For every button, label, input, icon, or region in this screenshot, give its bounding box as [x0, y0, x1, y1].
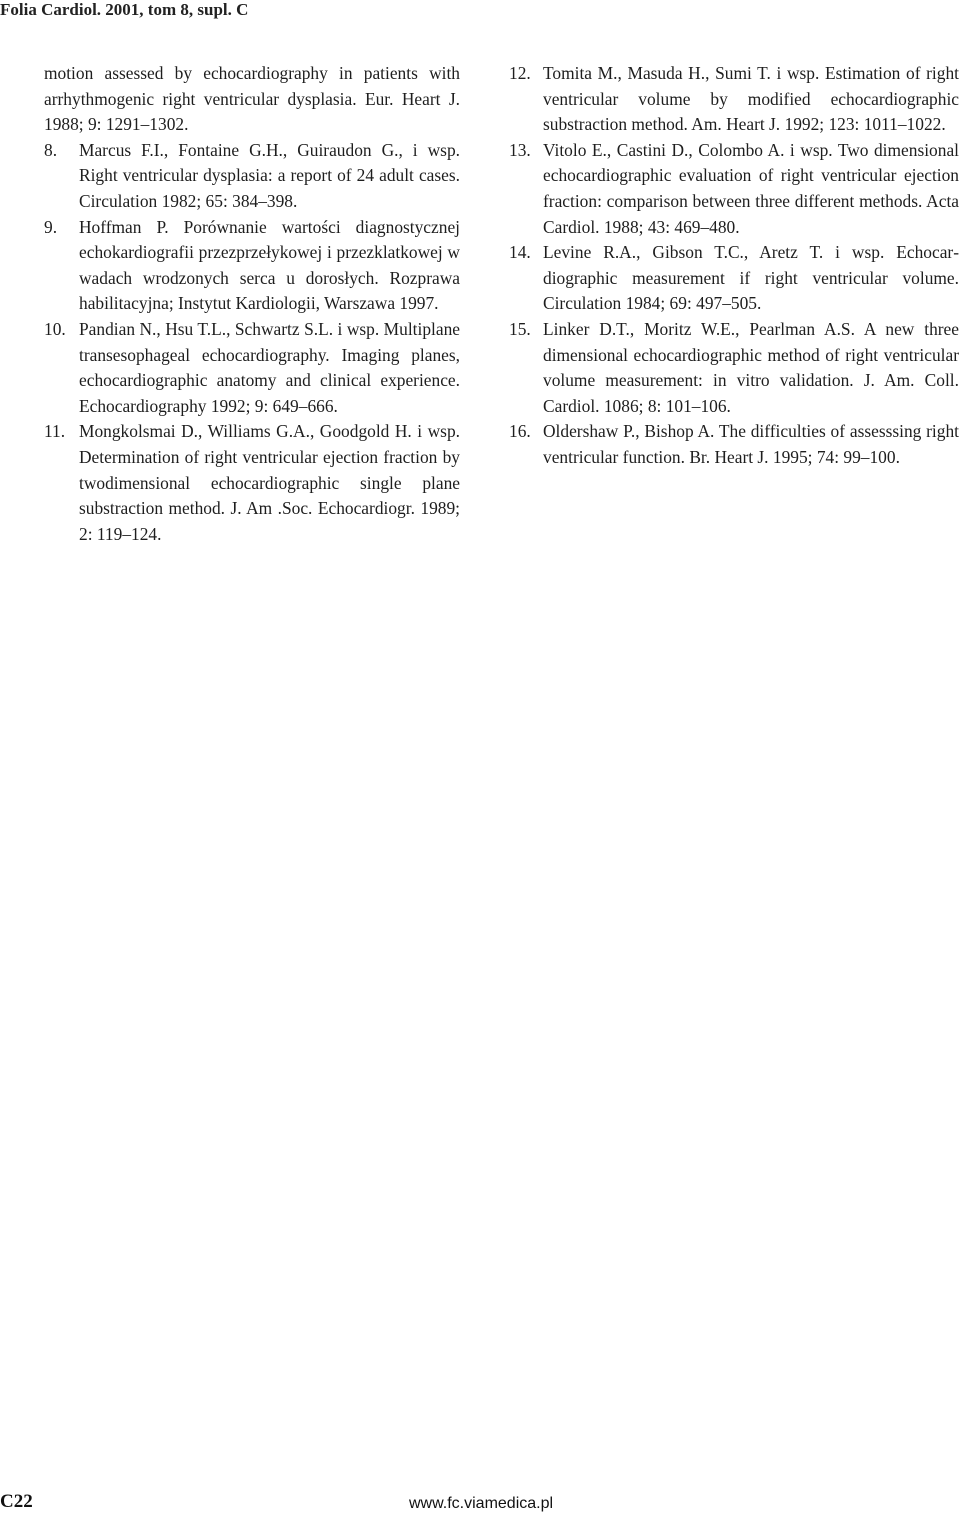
reference-number: 10. [44, 318, 66, 339]
reference-continuation: motion assessed by echocardiography in patients with arrhythmogenic right ventricular dysplasia. Eur. Heart J. 1988; 9: 1291–1302. [44, 63, 460, 135]
reference-number: 16. [509, 421, 531, 442]
reference-text: Pandian N., Hsu T.L., Schwartz S.L. i wsp. Multiplane transesophageal echocardiography. Imaging planes, echocardiographic anatomy and clinical experience. Echocardiography 1992; 9: 649–666. [79, 318, 460, 416]
reference-text: Linker D.T., Moritz W.E., Pearlman A.S. A new three dimensional echocardiographic method of right ventricular volume measurement: in vitro validation. J. Am. Coll. Cardiol. 1086; 8: 101–106. [543, 318, 959, 416]
reference-text: Tomita M., Masuda H., Sumi T. i wsp. Estimation of right ventricular volume by modified echocardiographic substraction method. Am. Heart J. 1992; 123: 1011–1022. [543, 63, 959, 135]
reference-number: 9. [44, 216, 58, 237]
left-column [44, 61, 460, 547]
reference-8 [44, 138, 460, 215]
reference-15 [509, 317, 959, 419]
reference-text: Hoffman P. Porównanie wartości diagnostycznej echokardiografii przezprzełykowej i przezklatkowej w wadach wrodzonych serca u dorosłych. Rozprawa habilitacyjna; Instytut Kardiologii, Warszawa 1997. [79, 216, 460, 314]
reference-number: 13. [509, 139, 531, 160]
reference-text: Vitolo E., Castini D., Colombo A. i wsp. Two dimensional echocardiographic evaluation of right ventricular ejection fraction: comparison between three different methods. Acta Cardiol. 1988; 43: 469–480. [543, 139, 959, 237]
page-number: C22 [0, 1491, 33, 1512]
reference-9 [44, 215, 460, 317]
reference-text: Levine R.A., Gibson T.C., Aretz T. i wsp. Echocardiographic measurement if right ventricular volume. Circulation 1984; 69: 497–505. [543, 242, 959, 314]
running-head: Folia Cardiol. 2001, tom 8, supl. C [0, 0, 249, 19]
reference-text: Marcus F.I., Fontaine G.H., Guiraudon G., i wsp. Right ventricular dysplasia: a report of 24 adult cases. Circulation 1982; 65: 384–398. [79, 139, 460, 211]
reference-12 [509, 61, 959, 138]
journal-website: www.fc.viamedica.pl [409, 1495, 554, 1512]
reference-10 [44, 317, 460, 419]
reference-number: 14. [509, 242, 531, 263]
reference-13 [509, 138, 959, 240]
right-column [509, 61, 959, 471]
reference-16 [509, 419, 959, 470]
reference-11 [44, 419, 460, 547]
reference-number: 12. [509, 63, 531, 83]
reference-14 [509, 240, 959, 317]
reference-number: 11. [44, 421, 66, 442]
reference-text: Oldershaw P., Bishop A. The difficulties of assesssing right ventricular function. Br. Heart J. 1995; 74: 99–100. [543, 421, 959, 467]
reference-text: Mongkolsmai D., Williams G.A., Goodgold H. i wsp. Determination of right ventricular ejection fraction by twodimensional echocardiographic single plane substraction method. J. Am .Soc. Echocardiogr. 1989; 2: 119–124. [79, 421, 460, 544]
reference-number: 8. [44, 139, 58, 160]
reference-number: 15. [509, 318, 531, 339]
